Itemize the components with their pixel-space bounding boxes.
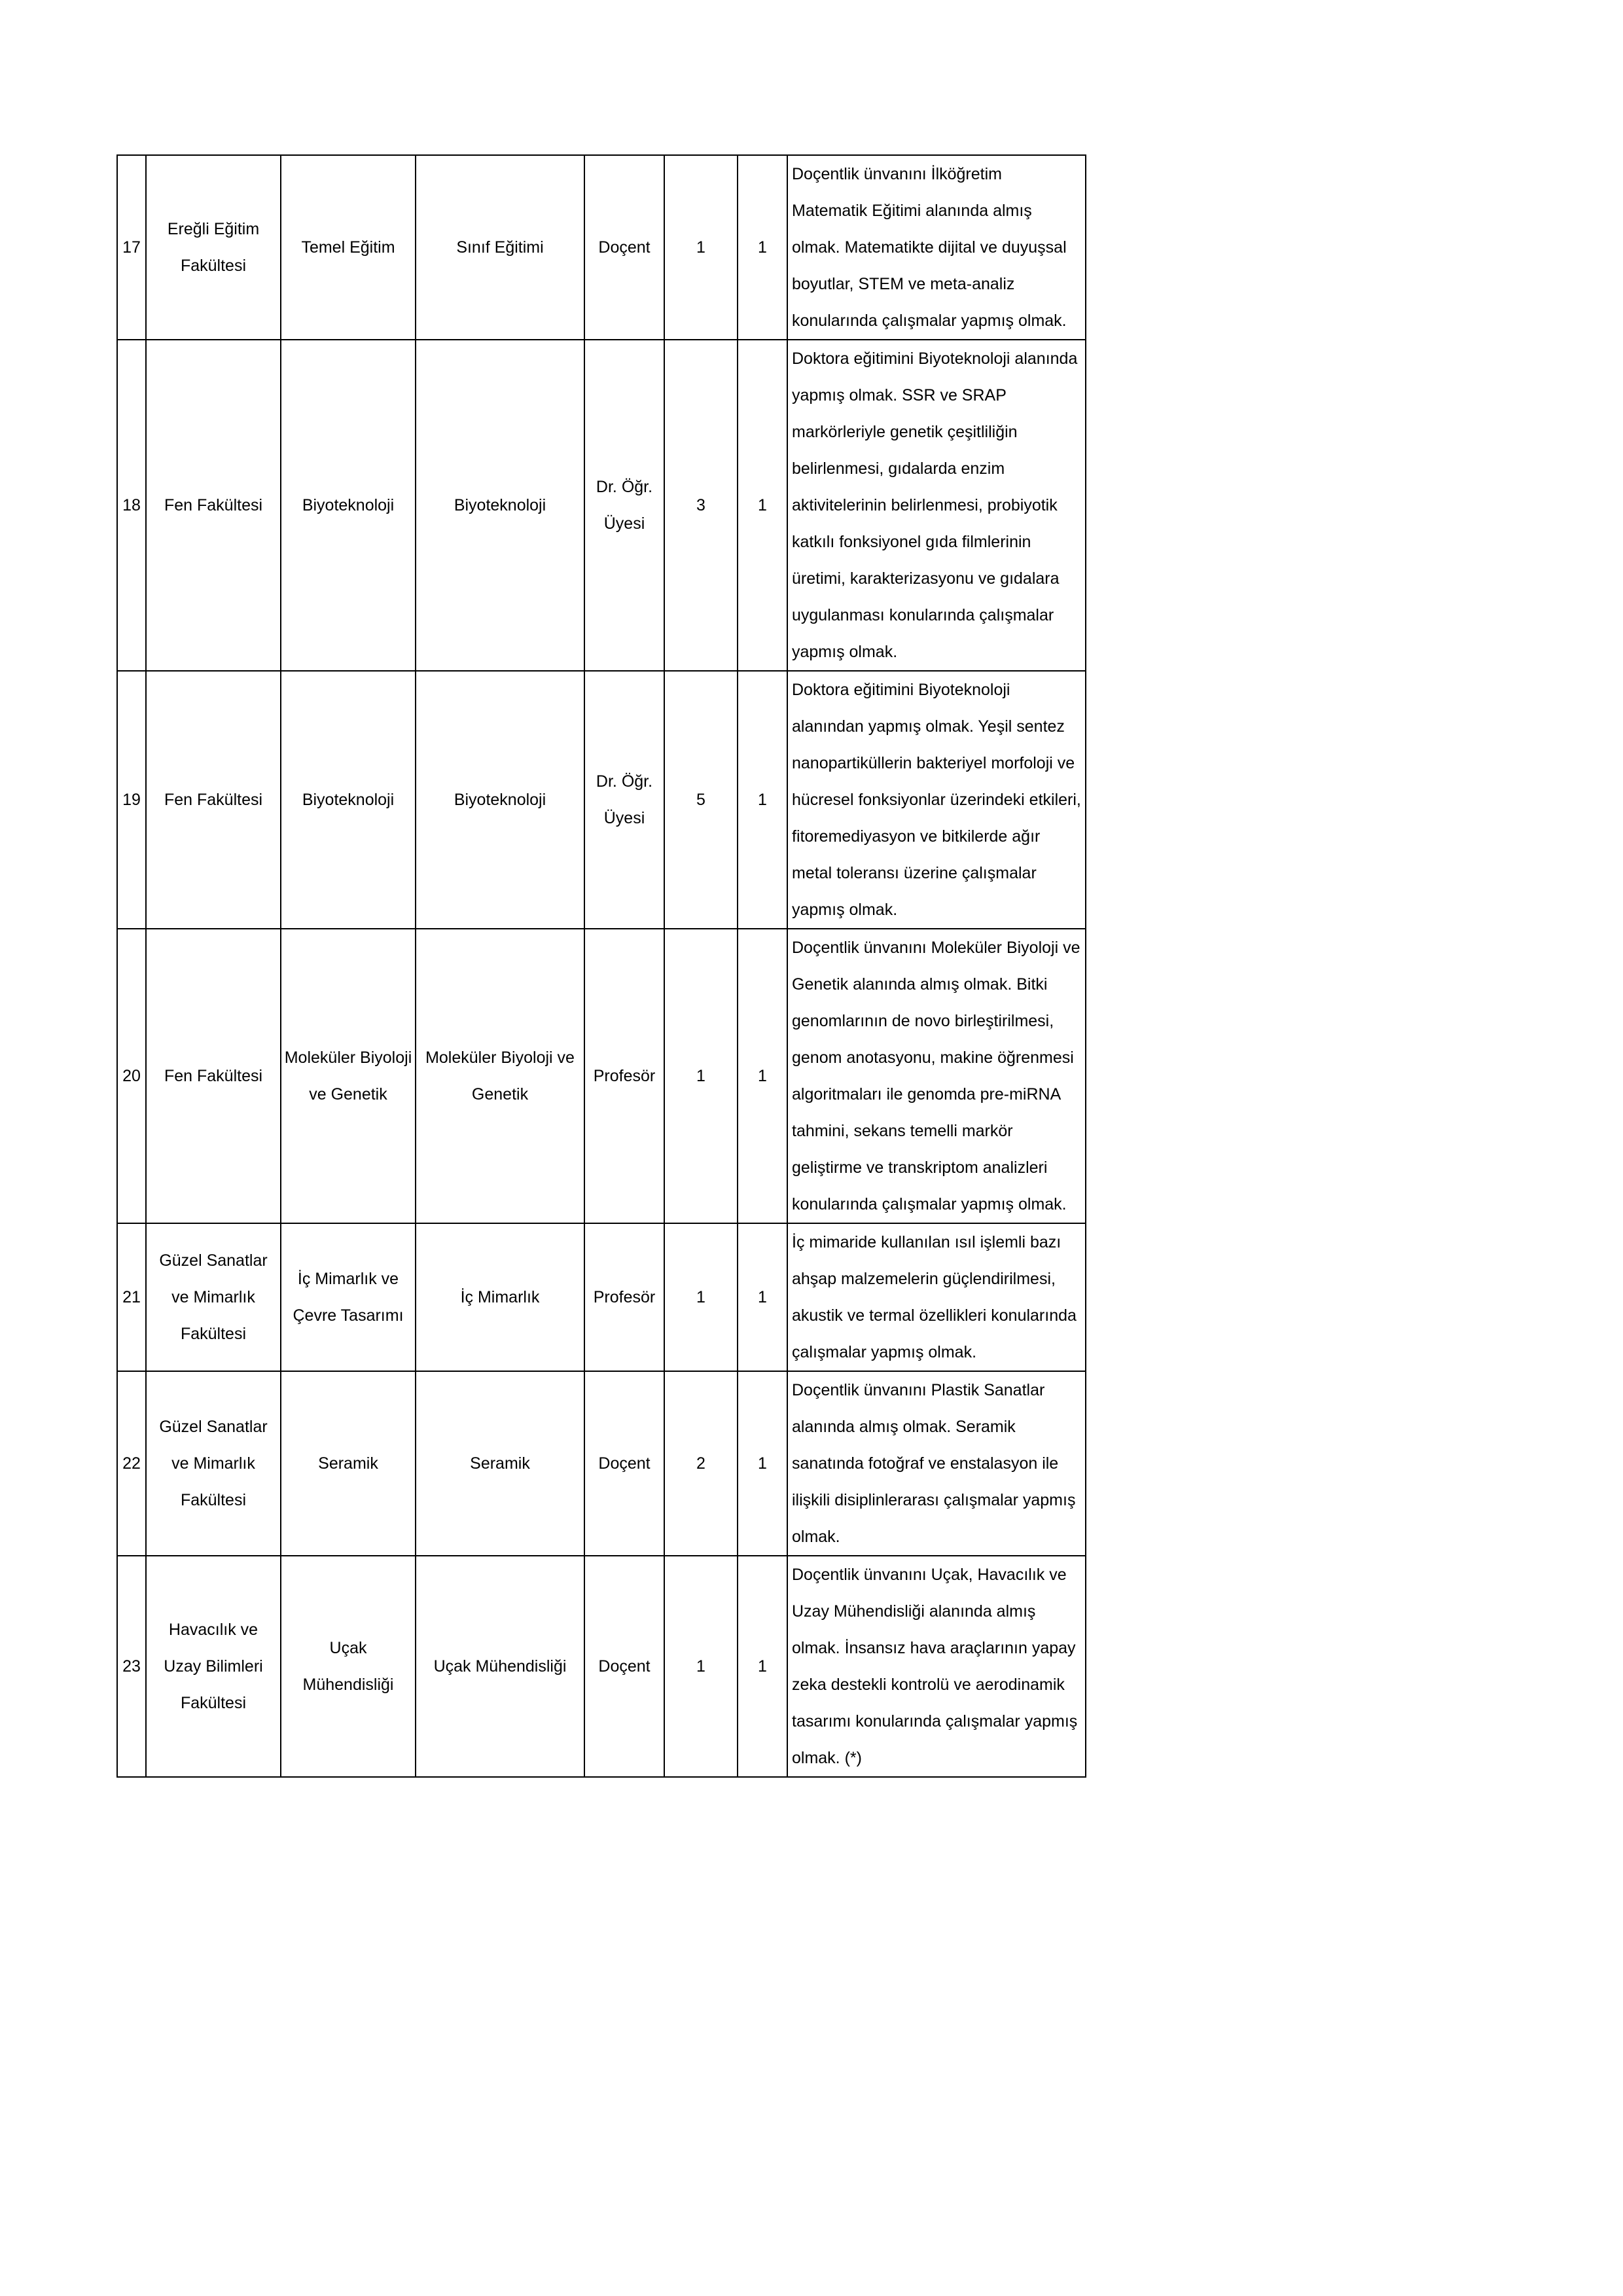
division-cell: Sınıf Eğitimi bbox=[416, 155, 584, 340]
department-cell: İç Mimarlık ve Çevre Tasarımı bbox=[281, 1223, 416, 1371]
department-cell: Biyoteknoloji bbox=[281, 340, 416, 671]
faculty-cell: Fen Fakültesi bbox=[146, 671, 281, 929]
table-row bbox=[117, 340, 1086, 671]
division-cell: Biyoteknoloji bbox=[416, 671, 584, 929]
faculty-cell: Güzel Sanatlar ve Mimarlık Fakültesi bbox=[146, 1223, 281, 1371]
title-cell: Dr. Öğr. Üyesi bbox=[584, 671, 664, 929]
table-row bbox=[117, 1371, 1086, 1556]
grade-cell: 1 bbox=[664, 155, 738, 340]
division-cell: Uçak Mühendisliği bbox=[416, 1556, 584, 1777]
grade-cell: 5 bbox=[664, 671, 738, 929]
grade-cell: 1 bbox=[664, 929, 738, 1223]
row-number: 17 bbox=[117, 155, 146, 340]
department-cell: Uçak Mühendisliği bbox=[281, 1556, 416, 1777]
count-cell: 1 bbox=[738, 1223, 787, 1371]
division-cell: Biyoteknoloji bbox=[416, 340, 584, 671]
requirements-cell: İç mimaride kullanılan ısıl işlemli bazı ahşap malzemelerin güçlendirilmesi, akustik ve termal özellikleri konularında çalışmalar yapmış olmak. bbox=[787, 1223, 1086, 1371]
row-number: 20 bbox=[117, 929, 146, 1223]
row-number: 22 bbox=[117, 1371, 146, 1556]
faculty-cell: Fen Fakültesi bbox=[146, 929, 281, 1223]
row-number: 21 bbox=[117, 1223, 146, 1371]
division-cell: İç Mimarlık bbox=[416, 1223, 584, 1371]
title-cell: Profesör bbox=[584, 929, 664, 1223]
count-cell: 1 bbox=[738, 671, 787, 929]
title-cell: Profesör bbox=[584, 1223, 664, 1371]
table-row bbox=[117, 155, 1086, 340]
requirements-cell: Doçentlik ünvanını Moleküler Biyoloji ve Genetik alanında almış olmak. Bitki genomlarının de novo birleştirilmesi, genom anotasyonu, makine öğrenmesi algoritmaları ile genomda pre-miRNA tahmini, sekans temelli markör geliştirme ve transkriptom analizleri konularında çalışmalar yapmış olmak. bbox=[787, 929, 1086, 1223]
table-row bbox=[117, 1223, 1086, 1371]
faculty-cell: Ereğli Eğitim Fakültesi bbox=[146, 155, 281, 340]
department-cell: Seramik bbox=[281, 1371, 416, 1556]
count-cell: 1 bbox=[738, 929, 787, 1223]
row-number: 23 bbox=[117, 1556, 146, 1777]
faculty-cell: Fen Fakültesi bbox=[146, 340, 281, 671]
count-cell: 1 bbox=[738, 1556, 787, 1777]
positions-table-container bbox=[116, 154, 1085, 1778]
grade-cell: 2 bbox=[664, 1371, 738, 1556]
title-cell: Dr. Öğr. Üyesi bbox=[584, 340, 664, 671]
table-row bbox=[117, 929, 1086, 1223]
requirements-cell: Doçentlik ünvanını İlköğretim Matematik Eğitimi alanında almış olmak. Matematikte dijital ve duyuşsal boyutlar, STEM ve meta-analiz konularında çalışmalar yapmış olmak. bbox=[787, 155, 1086, 340]
division-cell: Seramik bbox=[416, 1371, 584, 1556]
requirements-cell: Doçentlik ünvanını Uçak, Havacılık ve Uzay Mühendisliği alanında almış olmak. İnsansız hava araçlarının yapay zeka destekli kontrolü ve aerodinamik tasarımı konularında çalışmalar yapmış olmak. (*) bbox=[787, 1556, 1086, 1777]
grade-cell: 1 bbox=[664, 1223, 738, 1371]
requirements-cell: Doktora eğitimini Biyoteknoloji alanından yapmış olmak. Yeşil sentez nanopartiküllerin bakteriyel morfoloji ve hücresel fonksiyonlar üzerindeki etkileri, fitoremediyasyon ve bitkilerde ağır metal toleransı üzerine çalışmalar yapmış olmak. bbox=[787, 671, 1086, 929]
faculty-cell: Güzel Sanatlar ve Mimarlık Fakültesi bbox=[146, 1371, 281, 1556]
row-number: 19 bbox=[117, 671, 146, 929]
requirements-cell: Doçentlik ünvanını Plastik Sanatlar alanında almış olmak. Seramik sanatında fotoğraf ve enstalasyon ile ilişkili disiplinlerarası çalışmalar yapmış olmak. bbox=[787, 1371, 1086, 1556]
department-cell: Biyoteknoloji bbox=[281, 671, 416, 929]
grade-cell: 3 bbox=[664, 340, 738, 671]
count-cell: 1 bbox=[738, 340, 787, 671]
title-cell: Doçent bbox=[584, 1371, 664, 1556]
positions-table bbox=[116, 154, 1086, 1778]
title-cell: Doçent bbox=[584, 155, 664, 340]
table-row bbox=[117, 1556, 1086, 1777]
count-cell: 1 bbox=[738, 1371, 787, 1556]
count-cell: 1 bbox=[738, 155, 787, 340]
department-cell: Temel Eğitim bbox=[281, 155, 416, 340]
title-cell: Doçent bbox=[584, 1556, 664, 1777]
faculty-cell: Havacılık ve Uzay Bilimleri Fakültesi bbox=[146, 1556, 281, 1777]
table-row bbox=[117, 671, 1086, 929]
row-number: 18 bbox=[117, 340, 146, 671]
division-cell: Moleküler Biyoloji ve Genetik bbox=[416, 929, 584, 1223]
grade-cell: 1 bbox=[664, 1556, 738, 1777]
department-cell: Moleküler Biyoloji ve Genetik bbox=[281, 929, 416, 1223]
requirements-cell: Doktora eğitimini Biyoteknoloji alanında yapmış olmak. SSR ve SRAP markörleriyle genetik çeşitliliğin belirlenmesi, gıdalarda enzim aktivitelerinin belirlenmesi, probiyotik katkılı fonksiyonel gıda filmlerinin üretimi, karakterizasyonu ve gıdalara uygulanması konularında çalışmalar yapmış olmak. bbox=[787, 340, 1086, 671]
